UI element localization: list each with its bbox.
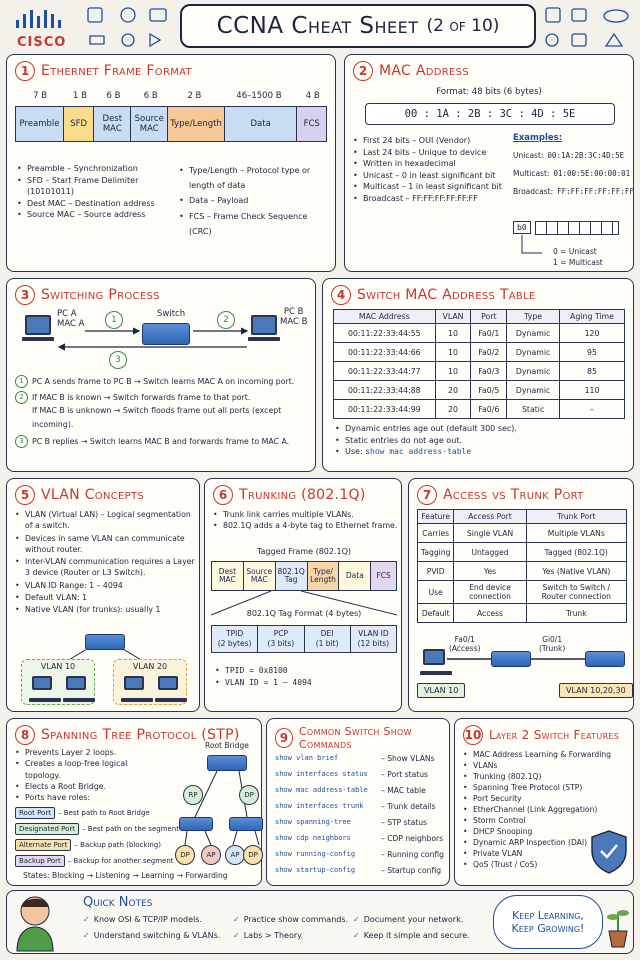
section-title: Common Switch Show Commands [298,725,412,751]
vlan-bullet: • Default VLAN: 1 [15,592,195,603]
mac-bullet: • Written in hexadecimal [353,158,513,170]
tag-field [350,626,396,652]
command-desc: – Show VLANs [381,754,435,763]
tag-field-size: (1 bit) [315,639,339,648]
mac-example: 00 : 1A : 2B : 3C : 4D : 5E [365,103,615,125]
vlan20-group: VLAN 20 [113,659,187,705]
table-cell: Dynamic [507,381,560,400]
column-header: Access Port [454,510,526,524]
role-desc: – Backup path (blocking) [74,841,162,849]
field-size: 7 B [33,91,48,101]
tag-field-size: (2 bytes) [217,639,252,648]
cisco-bars-icon [12,8,74,32]
page-title: CCNA Cheat Sheet [216,13,419,39]
vlan-bullets [15,509,195,617]
column-header: Trunk Port [526,510,626,524]
section-ethernet-frame: 1 Ethernet Frame Format 7 B 1 B 6 B 6 B 2 B 46–1500 B 4 B Preamble SFD Dest MAC Source MAC Type/Length Data FCS • Preamble – Synchronization • SFD – Start Frame Delimiter (10101011) • Dest MAC – Destination address • Source MAC – Source address • Type/Length – Protocol type or length of data • Data – Payload • FCS – Frame Check Sequence (CRC) [6,54,336,272]
table-cell: Fa0/2 [471,343,507,362]
command: show cdp neighbors [275,833,351,842]
port-links [409,655,635,667]
role-desc: – Backup for another segment [67,857,174,865]
tag-field [257,626,303,652]
network-icons [86,6,176,50]
mac-bullets [353,135,513,205]
command-row [275,831,447,847]
table-cell: 00:11:22:33:44:55 [334,324,436,343]
section-title: MAC Address [379,63,469,79]
command-desc: – MAC table [381,785,426,795]
note-item [83,915,233,924]
section-stp: 8 Spanning Tree Protocol (STP) • Prevents Layer 2 loops. • Creates a loop-free logical topology. • Elects a Root Bridge. • Ports have roles: Root Port – Best path to Root Bridge Designated Port – Best path on the segment Alternate Port – Backup path (blocking) Backup Port – Backup for another segment States: Blocking → Listening → Learning → Forwarding Root Bridge RP DP DP AP AP DP [6,718,262,886]
table-cell: Trunk [526,604,626,623]
table-cell: PVID [418,562,454,581]
frame-field: Dest MAC [212,562,243,590]
example-row [513,165,631,183]
field-size: 6 B [106,91,121,101]
notes-list [83,911,493,951]
note-text: Know OSI & TCP/IP models. [93,914,202,924]
tag-field-size: (3 bits) [267,639,295,648]
feature-item: • Dynamic ARP Inspection (DAI) [463,837,633,848]
feature-item: • EtherChannel (Link Aggregation) [463,804,633,815]
table-row [418,543,627,562]
frame-field: SFD [63,107,93,141]
command: show interfaces trunk [275,801,364,810]
tag-field-name: DEI [320,629,334,639]
table-cell: Carries [418,524,454,543]
note-text: Practice show commands. [243,914,349,924]
note-item [353,931,493,940]
check-icon: ✓ [353,930,360,940]
mac-bullet: • Multicast – 1 in least significant bit [353,181,513,193]
tag-field-size: (12 bits) [357,639,390,648]
table-row [334,324,625,343]
note-item: • Data – Payload [179,193,329,208]
table-cell: Static [507,400,560,419]
tag-values: • TPID = 0x8100 • VLAN ID = 1 – 4094 [215,665,312,688]
note-item: • Type/Length – Protocol type or length of data [179,163,329,193]
mac-examples: Examples: Unicast: 00:1A:2B:3C:4D:5E Multicast: 01:00:5E:00:00:01 Broadcast: FF:FF:FF:FF:FF:FF [513,133,631,201]
table-cell: Untagged [454,543,526,562]
example-value: 01:00:5E:00:00:01 [553,169,631,178]
feature-item: • MAC Address Learning & Forwarding [463,749,633,760]
vlan-bullet: • VLAN (Virtual LAN) – Logical segmentation of a switch. [15,509,195,532]
table-cell: 85 [560,362,625,381]
table-cell: Fa0/1 [471,324,507,343]
mascot-icon [9,889,65,955]
column-header: Feature [418,510,454,524]
role-desc: – Best path to Root Bridge [57,809,150,817]
section-title: Trunking (802.1Q) [239,487,366,503]
command: show running-config [275,849,356,858]
table-row [418,524,627,543]
tag-field-name: PCP [273,629,289,639]
access-trunk-table [417,509,627,623]
table-cell: 10 [435,362,471,381]
mac-bullet: • Unicast – 0 in least significant bit [353,170,513,182]
note-text: Document your network. [363,914,464,924]
section-title: Ethernet Frame Format [41,63,192,79]
example-value: FF:FF:FF:FF:FF:FF [557,187,634,196]
field-size: 1 B [73,91,87,101]
stp-bullet: • Creates a loop-free logical topology. [15,758,165,781]
note-text: Keep it simple and secure. [363,930,470,940]
table-cell: 10 [435,343,471,362]
command-desc: – Port status [381,769,429,779]
pc-icon [66,676,86,690]
table-cell: 00:11:22:33:44:77 [334,362,436,381]
tag-field [304,626,350,652]
plant-icon [605,901,631,949]
vlan-bullet: • Devices in same VLAN can communicate without router. [15,533,195,556]
command: show vlan brief [275,754,339,762]
tag-field-name: VLAN ID [358,629,389,639]
mac-bullet: • Broadcast – FF:FF:FF:FF:FF:FF [353,193,513,205]
table-cell: Dynamic [507,324,560,343]
table-cell: Access [454,604,526,623]
table-row [334,362,625,381]
keep-learning-banner: Keep Learning, Keep Growing! [493,895,603,949]
tag-field [212,626,257,652]
vlan10-group: VLAN 10 [21,659,95,705]
table-cell: – [560,400,625,419]
frame-field: Type/Length [167,107,224,141]
table-cell: Yes (Native VLAN) [526,562,626,581]
section-title: Access vs Trunk Port [443,487,584,503]
check-icon: ✓ [233,914,240,924]
command-desc: – CDP neighbors [381,833,444,843]
section-access-trunk: 7 Access vs Trunk Port Feature Access Port Trunk Port Carries Single VLAN Multiple VLANs Tagging Untagged Tagged (802.1Q) PVID Yes Yes (Native VLAN) Use End device connection Switch to Switch / Router connection Default Access Trunk Fa0/1 (Access) Gi0/1 (Trunk) VLAN 10 VLAN 10,20,30 [408,478,634,712]
frame-notes-left [17,163,177,221]
stp-bullet: • Elects a Root Bridge. [15,781,165,792]
table-cell: Default [418,604,454,623]
shield-icon [589,829,629,875]
table-cell: Fa0/5 [471,381,507,400]
command-row [275,847,447,863]
table-cell: Dynamic [507,362,560,381]
note-item [233,915,353,924]
frame-field: Dest MAC [93,107,130,141]
frame-field: Source MAC [243,562,275,590]
table-row [418,604,627,623]
field-size: 4 B [305,91,320,101]
table-cell: Use [418,581,454,604]
column-header: Port [471,310,507,324]
table-cell: Fa0/3 [471,362,507,381]
table-cell: Single VLAN [454,524,526,543]
feature-item: • Trunking (802.1Q) [463,771,633,782]
bit-arrow-icon [517,235,547,259]
page-subtitle: (2 of 10) [426,16,500,36]
cisco-logo: CISCO [12,8,74,48]
stp-bullet: • Ports have roles: [15,792,165,803]
table-row [418,581,627,604]
trunk-bullet: • 802.1Q adds a 4-byte tag to Ethernet frame. [213,520,399,531]
frame-field: Source MAC [130,107,167,141]
tagged-frame [211,561,397,591]
command: show spanning-tree [275,817,351,826]
table-cell: 95 [560,343,625,362]
table-cell: Yes [454,562,526,581]
quick-notes: Quick Notes ✓ Know OSI & TCP/IP models. ✓ Practice show commands. ✓ Document your network. ✓ Understand switching & VLANs. ✓ Labs > Theory. ✓ Keep it simple and secure. Keep Learning, Keep Growing! [6,890,634,954]
command: show startup-config [275,865,356,874]
header-icons-left [86,6,176,50]
command-row [275,863,447,879]
command-desc: – Running config [381,849,444,859]
table-cell: 00:11:22:33:44:99 [334,400,436,419]
section-title: Switch MAC Address Table [357,287,536,303]
title-box [180,4,536,48]
column-header: MAC Address [334,310,436,324]
frame-field: Data [338,562,370,590]
command-row [275,751,447,767]
field-size: 6 B [143,91,158,101]
switching-steps: 1 PC A sends frame to PC B → Switch learns MAC A on incoming port. 2 If MAC B is known → Switch forwards frame to that port. If MAC B is unknown → Switch floods frame out all ports (except incoming). 3 PC B replies → Switch learns MAC B and forwards frame to MAC A. [15,375,311,448]
command-row [275,783,447,799]
command-list [275,751,447,879]
frame-field: FCS [296,107,326,141]
check-icon: ✓ [83,930,90,940]
vlan-bullet: • VLAN ID Range: 1 – 4094 [15,580,195,591]
table-row [334,343,625,362]
table-cell: 10 [435,324,471,343]
section-show-commands: 9 Common Switch Show Commands show vlan brief – Show VLANs show interfaces status – Port status show mac address-table – MAC table show interfaces trunk – Trunk details show spanning-tree – STP status show cdp neighbors – CDP neighbors show running-config – Running config show startup-config – Startup config [266,718,450,886]
feature-item: • Private VLAN [463,848,633,859]
role-desc: – Best path on the segment [82,825,180,833]
tag-field-name: TPID [226,629,244,639]
role-tag: Backup Port [15,855,65,867]
role-tag: Designated Port [15,823,79,835]
table-row [418,562,627,581]
table-header-row [334,310,625,324]
note-text: Understand switching & VLANs. [93,930,221,940]
bit-diagram: b0 0 = Unicast 1 = Multicast [513,221,631,267]
note-item [353,915,493,924]
mac-bullet: • Last 24 bits – Unique to device [353,147,513,159]
mac-table-notes: • Dynamic entries age out (default 300 sec). • Static entries do not age out. • Use: show mac address-table [335,423,625,458]
table-cell: Tagged (802.1Q) [526,543,626,562]
section-mac-table: 4 Switch MAC Address Table MAC Address VLAN Port Type Aging Time 00:11:22:33:44:55 10 Fa0/1 Dynamic 120 00:11:22:33:44:66 10 Fa0/2 Dynamic 95 00:11:22:33:44:77 10 Fa0/3 Dynamic 85 00:11:22:33:44:88 20 Fa0/5 Dynamic 110 00:11:22:33:44:99 20 Fa0/6 Static – • Dynamic entries age out (default 300 sec). • Static entries do not age out. • Use: show mac address-table [322,278,634,472]
frame-field: Preamble [16,107,63,141]
example-row [513,147,631,165]
tag-format [211,625,397,653]
note-item: • Preamble – Synchronization [17,163,177,175]
command-row [275,799,447,815]
section-trunking: 6 Trunking (802.1Q) • Trunk link carries multiple VLANs. • 802.1Q adds a 4-byte tag to Ethernet frame. Tagged Frame (802.1Q) Dest MAC Source MAC 802.1Q Tag Type/ Length Data FCS 802.1Q Tag Format (4 bytes) TPID (2 bytes) PCP (3 bits) DEI (1 bit) VLAN ID (12 bits) • TPID = 0x8100 • VLAN ID = 1 – 4094 [204,478,402,712]
frame-diagram [15,91,327,142]
feature-item: • Spanning Tree Protocol (STP) [463,782,633,793]
field-size: 46–1500 B [236,91,282,101]
trunk-bullet: • Trunk link carries multiple VLANs. [213,509,399,520]
pc-icon [158,676,178,690]
device-icons [542,6,634,50]
column-header: Type [507,310,560,324]
table-cell: End device connection [454,581,526,604]
feature-item: • Port Security [463,793,633,804]
command: show mac address-table [275,785,368,794]
section-mac-address: 2 MAC Address Format: 48 bits (6 bytes) 00 : 1A : 2B : 3C : 4D : 5E • First 24 bits – OUI (Vendor) • Last 24 bits – Unique to device • Written in hexadecimal • Unicast – 0 in least significant bit • Multicast – 1 in least significant bit • Broadcast – FF:FF:FF:FF:FF:FF Examples: Unicast: 00:1A:2B:3C:4D:5E Multicast: 01:00:5E:00:00:01 Broadcast: FF:FF:FF:FF:FF:FF b0 0 = Unicast 1 = Multicast [344,54,634,272]
frame-field: 802.1Q Tag [275,562,307,590]
mac-address-table [333,309,625,419]
vlan-bullet: • Native VLAN (for trunks): usually 1 [15,604,195,615]
table-cell: Fa0/6 [471,400,507,419]
section-title: VLAN Concepts [41,487,145,503]
frame-field: FCS [370,562,396,590]
note-text: Labs > Theory. [243,930,304,940]
table-cell: 110 [560,381,625,400]
feature-item: • VLANs [463,760,633,771]
command-desc: – Trunk details [381,801,436,811]
header-icons-right [542,6,634,50]
command-desc: – Startup config [381,865,442,875]
note-item [233,931,353,940]
feature-item: • DHCP Snooping [463,826,633,837]
table-cell: 20 [435,381,471,400]
example-label: Unicast: [513,151,544,160]
example-label: Multicast: [513,169,550,178]
table-cell: Tagging [418,543,454,562]
section-title: Switching Process [41,287,160,303]
table-cell: Dynamic [507,343,560,362]
section-switching-process: 3 Switching Process PC A MAC A 1 Switch 2 PC B MAC B 3 1 PC A sends frame to PC B → Switch learns MAC A on incoming port. 2 If MAC B is known → Switch forwards frame to that port. If MAC B is unknown → Switch floods frame out all ports (except incoming). 3 PC B replies → Switch learns MAC B and forwards frame to MAC A. [6,278,316,472]
section-title: Spanning Tree Protocol (STP) [41,727,240,743]
command-row [275,815,447,831]
note-item: • Source MAC – Source address [17,209,177,221]
role-tag: Root Port [15,807,55,819]
table-cell: 00:11:22:33:44:88 [334,381,436,400]
check-icon: ✓ [233,930,240,940]
note-item: • SFD – Start Frame Delimiter (10101011) [17,175,177,198]
table-cell: 20 [435,400,471,419]
trunk-bullets [213,509,399,532]
note-item: • Dest MAC – Destination address [17,198,177,210]
section-title: Layer 2 Switch Features [489,728,620,742]
column-header: VLAN [435,310,471,324]
section-l2-features: 10 Layer 2 Switch Features • MAC Address Learning & Forwarding • VLANs • Trunking (802.1Q) • Spanning Tree Protocol (STP) • Port Security • EtherChannel (Link Aggregation) • Storm Control • DHCP Snooping • Dynamic ARP Inspection (DAI) • Private VLAN • QoS (Trust / CoS) [454,718,634,886]
frame-field: Data [224,107,297,141]
table-cell: Switch to Switch / Router connection [526,581,626,604]
feature-item: • Storm Control [463,815,633,826]
example-row [513,183,634,201]
column-header: Aging Time [560,310,625,324]
check-icon: ✓ [83,914,90,924]
frame-notes-right [179,163,329,239]
example-label: Broadcast: [513,187,554,196]
table-cell: Multiple VLANs [526,524,626,543]
command-row [275,767,447,783]
role-tag: Alternate Port [15,839,71,851]
table-cell: 120 [560,324,625,343]
mac-bullet: • First 24 bits – OUI (Vendor) [353,135,513,147]
stp-bullet: • Prevents Layer 2 loops. [15,747,165,758]
field-size: 2 B [187,91,202,101]
pc-icon [32,676,52,690]
section-vlan-concepts: 5 VLAN Concepts • VLAN (Virtual LAN) – Logical segmentation of a switch. • Devices in same VLAN can communicate without router. • Inter-VLAN communication requires a Layer 3 device (Router or L3 Switch). • VLAN ID Range: 1 – 4094 • Default VLAN: 1 • Native VLAN (for trunks): usually 1 VLAN 10 VLAN 20 [6,478,200,712]
note-item: • FCS – Frame Check Sequence (CRC) [179,209,329,239]
check-icon: ✓ [353,914,360,924]
pc-icon [124,676,144,690]
table-row [334,400,625,419]
command: show interfaces status [275,769,368,778]
table-header-row [418,510,627,524]
switching-arrows [7,279,315,369]
command-desc: – STP status [381,817,427,827]
example-value: 00:1A:2B:3C:4D:5E [547,151,625,160]
table-row [334,381,625,400]
note-item [83,931,233,940]
table-cell: 00:11:22:33:44:66 [334,343,436,362]
frame-field: Type/ Length [307,562,339,590]
vlan-bullet: • Inter-VLAN communication requires a Layer 3 device (Router or L3 Switch). [15,556,195,579]
feature-item: • QoS (Trust / CoS) [463,859,633,870]
stp-states: States: Blocking → Listening → Learning → Forwarding [23,871,228,880]
